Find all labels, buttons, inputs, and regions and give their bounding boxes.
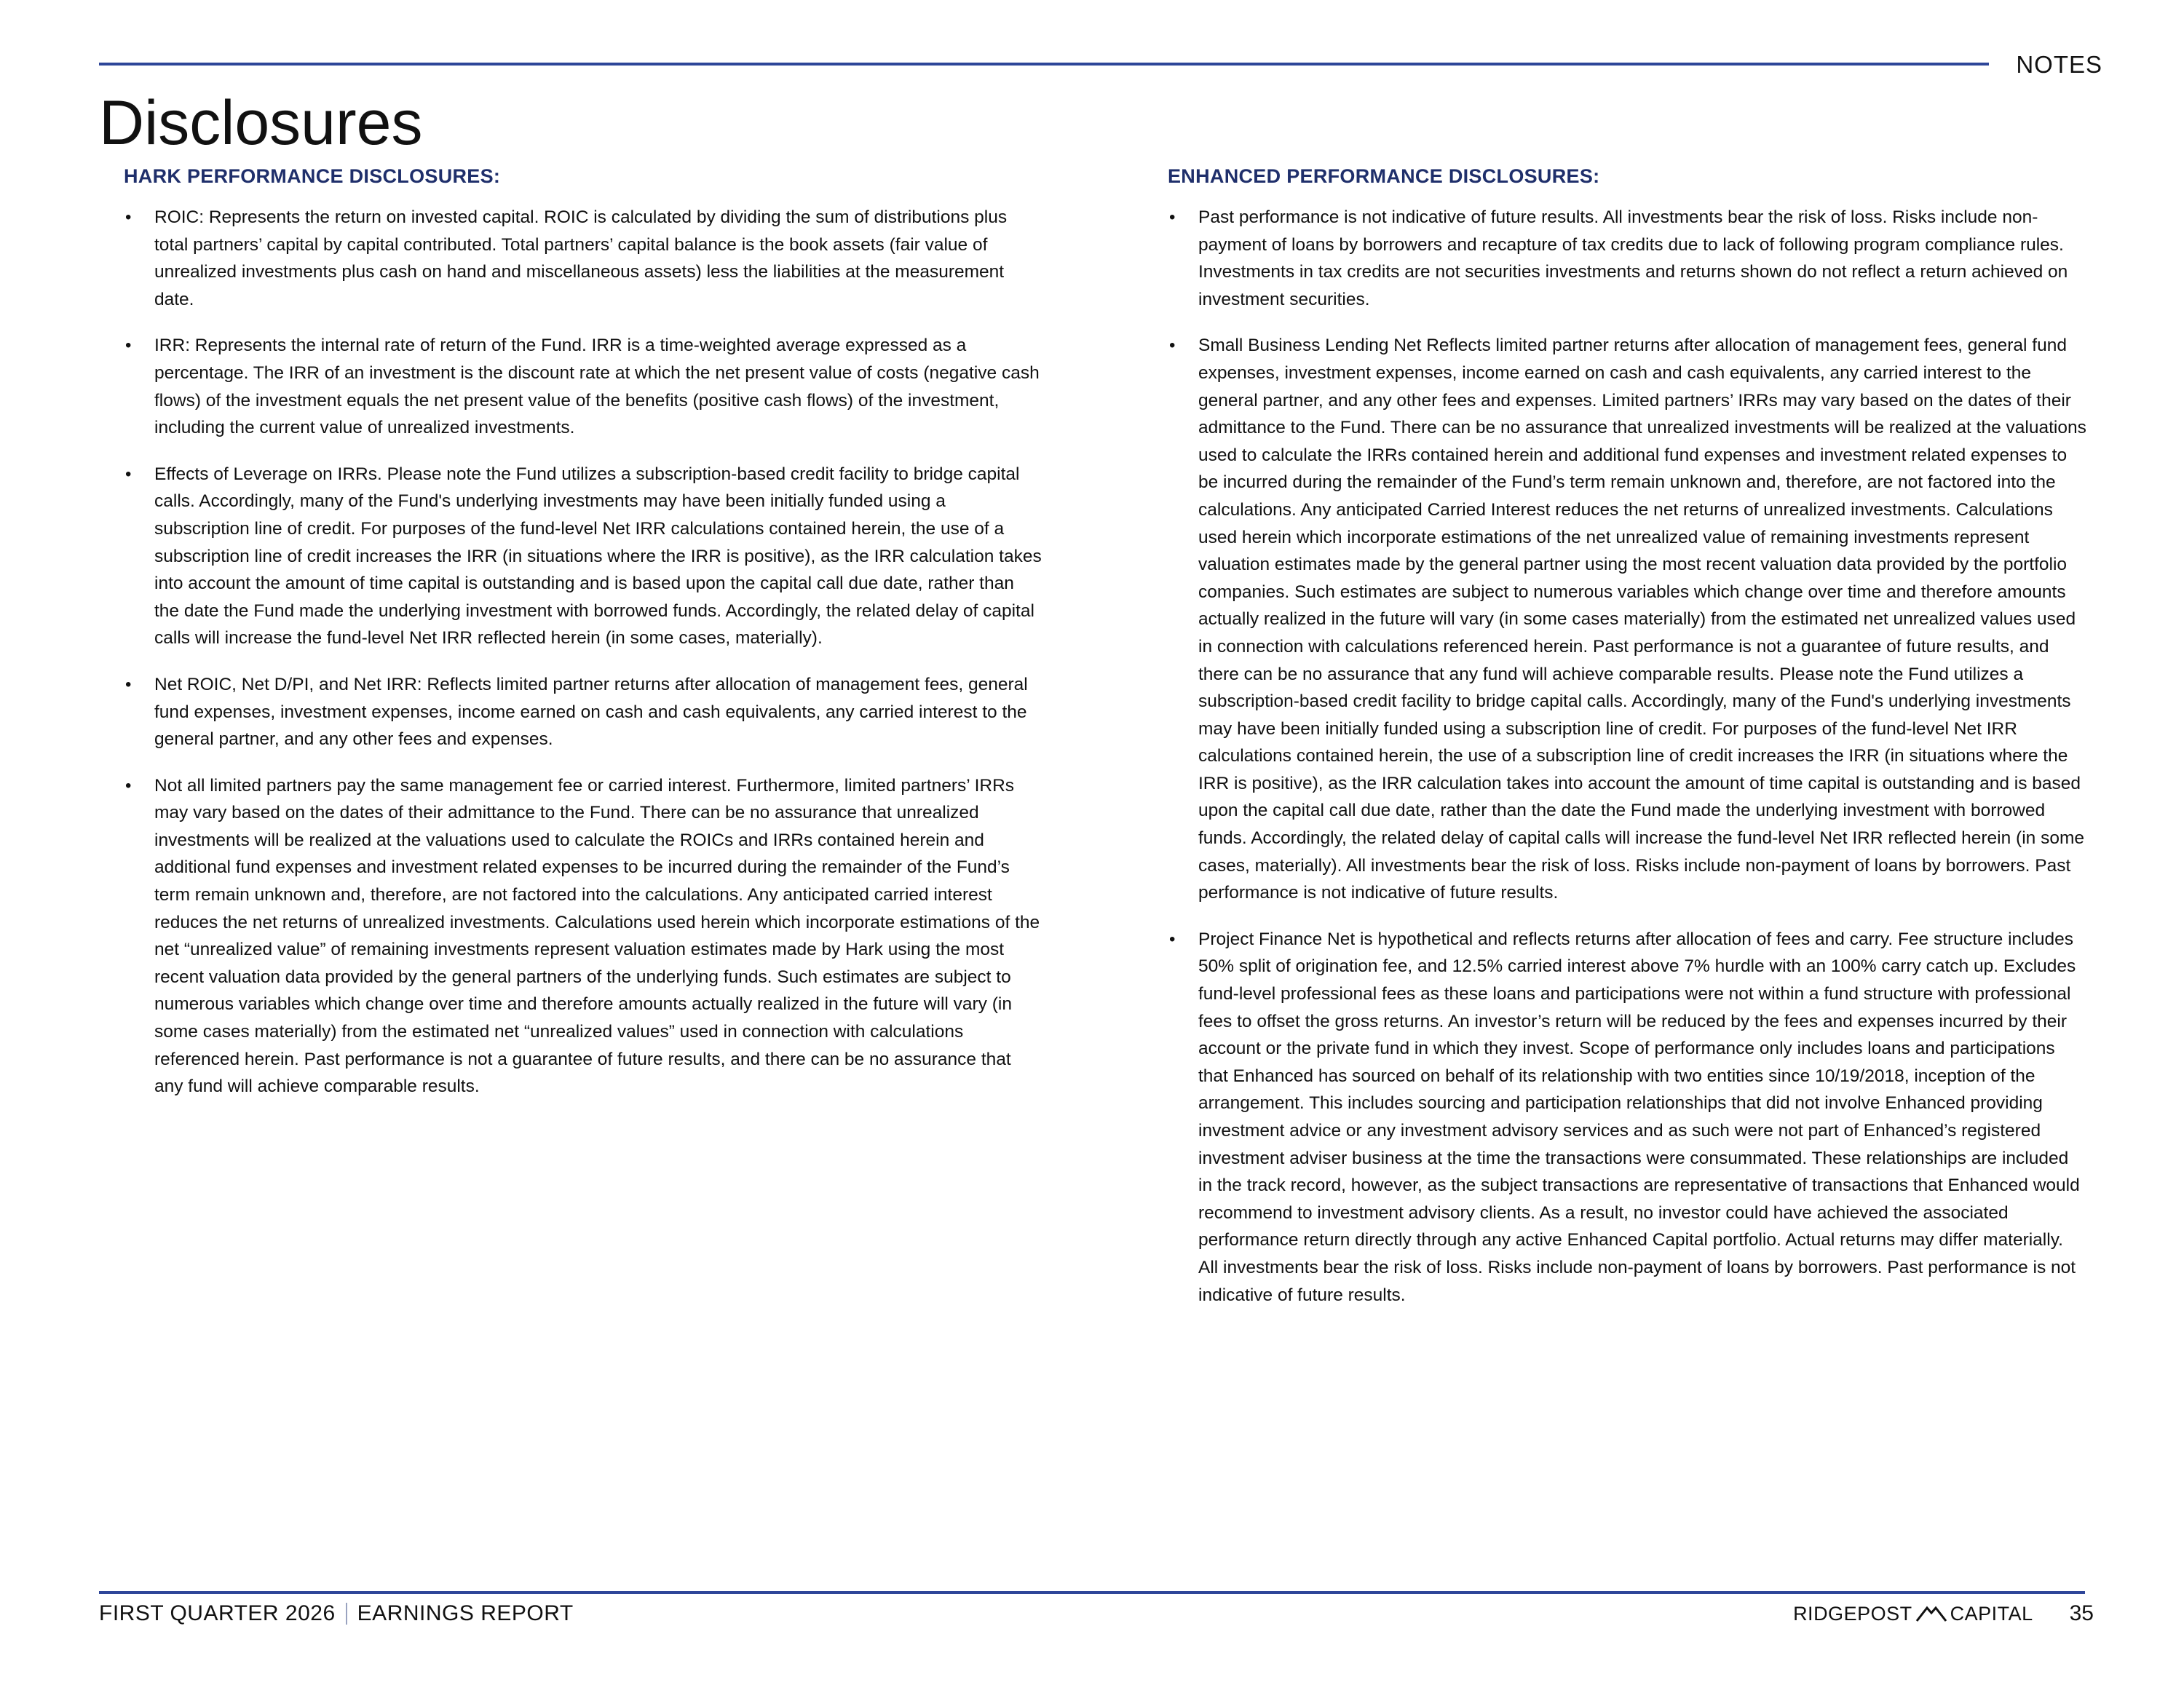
- bullet-icon: •: [125, 464, 132, 484]
- list-item-text: Past performance is not indicative of future results. All investments bear the risk of loss. Risks include non-payment of loans by borrowers and recapture of tax credits due to lack of following program compliance rules. Investments in tax credits are not securities investments and returns shown do not reflect a return achieved on investment securities.: [1198, 207, 2068, 309]
- list-item-text: Small Business Lending Net Reflects limited partner returns after allocation of management fees, general fund expenses, investment expenses, income earned on cash and cash equivalents, any carried interest to the general partner, and any other fees and expenses. Limited partners’ IRRs may vary based on the dates of their admittance to the Fund. There can be no assurance that unrealized investments will be realized at the valuations used to calculate the IRRs contained herein and additional fund expenses and investment related expenses to be incurred during the remainder of the Fund’s term remain unknown and, therefore, are not factored into the calculations. Any anticipated Carried Interest reduces the net returns of unrealized investments. Calculations used herein which incorporate estimations of the net unrealized value of remaining investments represent valuation estimates made by the general partner using the most recent valuation data provided by the portfolio companies. Such estimates are subject to numerous variables which change over time and therefore amounts actually realized in the future will vary (in some cases materially) from the estimated net unrealized values used in connection with calculations referenced herein. Past performance is not a guarantee of future results, and there can be no assurance that any fund will achieve comparable results. Please note the Fund utilizes a subscription-based credit facility to bridge capital calls. Accordingly, many of the Fund's underlying investments may have been initially funded using a subscription line of credit. For purposes of the fund-level Net IRR calculations contained herein, the use of a subscription line of credit increases the IRR (in situations where the IRR is positive), as the IRR calculation takes into account the amount of time capital is outstanding and is based upon the capital call due date, rather than the date the Fund made the underlying investment with borrowed funds. Accordingly, the related delay of capital calls will increase the fund-level Net IRR reflected herein (in some cases, materially). All investments bear the risk of loss. Risks include non-payment of loans by borrowers. Past performance is not indicative of future results.: [1198, 336, 2086, 903]
- mountain-peak-icon: [1915, 1605, 1947, 1622]
- bullet-icon: •: [125, 336, 132, 356]
- hark-disclosures-list: [124, 204, 1042, 1101]
- bullet-icon: •: [1169, 207, 1176, 227]
- page-title: Disclosures: [99, 88, 423, 158]
- bullet-icon: •: [1169, 929, 1176, 949]
- page-number: 35: [2069, 1601, 2094, 1625]
- list-item-text: Net ROIC, Net D/PI, and Net IRR: Reflects limited partner returns after allocation of management fees, general fund expenses, investment expenses, income earned on cash and cash equivalents, any carried interest to the general partner, and any other fees and expenses.: [154, 674, 1028, 750]
- list-item-text: ROIC: Represents the return on invested capital. ROIC is calculated by dividing the sum of distributions plus total partners’ capital by capital contributed. Total partners’ capital balance is the book assets (fair value of unrealized investments plus cash on hand and miscellaneous assets) less the liabilities at the measurement date.: [154, 207, 1008, 309]
- footer-divider: [346, 1603, 347, 1625]
- enhanced-disclosures-column: [1168, 163, 2086, 1328]
- bullet-icon: •: [125, 674, 132, 694]
- footer-period: FIRST QUARTER 2026: [99, 1601, 336, 1625]
- enhanced-disclosures-heading: ENHANCED PERFORMANCE DISCLOSURES:: [1168, 165, 1600, 187]
- list-item: [124, 332, 1042, 441]
- bullet-icon: •: [125, 207, 132, 227]
- list-item: [1168, 204, 2086, 313]
- list-item: [124, 671, 1042, 753]
- list-item: [124, 461, 1042, 652]
- bullet-icon: •: [1169, 336, 1176, 356]
- list-item-text: IRR: Represents the internal rate of return of the Fund. IRR is a time-weighted average expressed as a percentage. The IRR of an investment is the discount rate at which the net present value of costs (negative cash flows) of the investment equals the net present value of the benefits (positive cash flows) of the investment, including the current value of unrealized investments.: [154, 336, 1040, 438]
- list-item: [1168, 332, 2086, 906]
- bottom-rule: [99, 1591, 2085, 1594]
- list-item: [124, 204, 1042, 313]
- company-logo: [1793, 1603, 2033, 1625]
- footer-report-label: [99, 1601, 574, 1626]
- list-item-text: Project Finance Net is hypothetical and reflects returns after allocation of fees and carry. Fee structure includes 50% split of origination fee, and 12.5% carried interest above 7% hurdle with an 100% carry catch up. Excludes fund-level professional fees as these loans and participations were not within a fund structure with professional fees to offset the gross returns. An investor’s return will be reduced by the fees and expenses incurred by their account or the private fund in which they invest. Scope of performance only includes loans and participations that Enhanced has sourced on behalf of its relationship with two entities since 10/19/2018, inception of the arrangement. This includes sourcing and participation relationships that did not involve Enhanced providing investment advice or any investment advisory services and as such were not part of Enhanced’s registered investment adviser business at the time the transactions were consummated. These relationships are included in the track record, however, as the subject transactions are representative of transactions that Enhanced would recommend to investment advisory clients. As a result, no investor could have achieved the associated performance return directly through any active Enhanced Capital portfolio. Actual returns may differ materially. All investments bear the risk of loss. Risks include non-payment of loans by borrowers. Past performance is not indicative of future results.: [1198, 929, 2080, 1305]
- list-item-text: Not all limited partners pay the same management fee or carried interest. Furthermore, limited partners’ IRRs may vary based on the dates of their admittance to the Fund. There can be no assurance that unrealized investments will be realized at the valuations used to calculate the ROICs and IRRs contained herein and additional fund expenses and investment related expenses to be incurred during the remainder of the Fund’s term remain unknown and, therefore, are not factored into the calculations. Any anticipated carried interest reduces the net returns of unrealized investments. Calculations used herein which incorporate estimations of the net “unrealized value” of remaining investments represent valuation estimates made by Hark using the most recent valuation data provided by the general partners of the underlying funds. Such estimates are subject to numerous variables which change over time and therefore amounts actually realized in the future will vary (in some cases materially) from the estimated net “unrealized values” used in connection with calculations referenced herein. Past performance is not a guarantee of future results, and there can be no assurance that any fund will achieve comparable results.: [154, 775, 1040, 1097]
- hark-disclosures-column: [124, 163, 1042, 1119]
- hark-disclosures-heading: HARK PERFORMANCE DISCLOSURES:: [124, 165, 501, 187]
- bullet-icon: •: [125, 775, 132, 796]
- section-label: NOTES: [2016, 51, 2102, 78]
- logo-text-left: RIDGEPOST: [1793, 1602, 1912, 1625]
- list-item: [124, 772, 1042, 1101]
- footer-branding: [1793, 1601, 2094, 1626]
- list-item-text: Effects of Leverage on IRRs. Please note the Fund utilizes a subscription-based credit facility to bridge capital calls. Accordingly, many of the Fund's underlying investments may have been initially funded using a subscription line of credit. For purposes of the fund-level Net IRR calculations contained herein, the use of a subscription line of credit increases the IRR (in situations where the IRR is positive), as the IRR calculation takes into account the amount of time capital is outstanding and is based upon the capital call due date, rather than the date the Fund made the underlying investment with borrowed funds. Accordingly, the related delay of capital calls will increase the fund-level Net IRR reflected herein (in some cases, materially).: [154, 464, 1042, 649]
- footer-report-name: EARNINGS REPORT: [357, 1601, 574, 1625]
- logo-text-right: CAPITAL: [1950, 1602, 2033, 1625]
- list-item: [1168, 926, 2086, 1309]
- top-rule: [99, 63, 1989, 66]
- enhanced-disclosures-list: [1168, 204, 2086, 1309]
